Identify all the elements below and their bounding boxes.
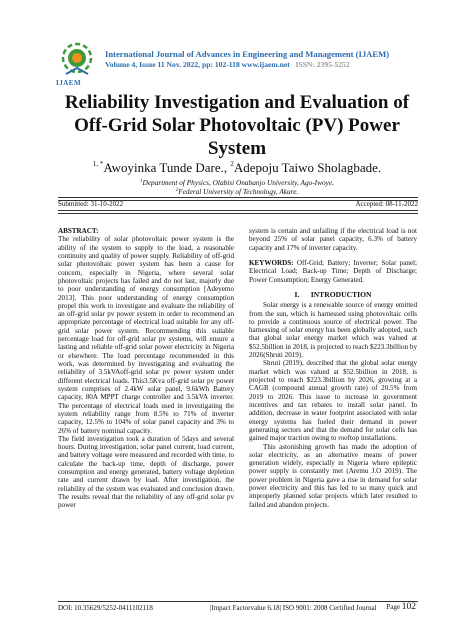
abstract-continued: system is certain and unfailing if the electrical load is not beyond 25% of solar panel capacity, 6.3% of battery capacity and 17% of inverter capacity. [249, 227, 417, 252]
affiliation-2 [40, 187, 434, 196]
paper-title-line-2: Off-Grid Solar Photovoltaic (PV) Power [74, 115, 400, 136]
paper-title-line-3: System [207, 138, 267, 159]
keywords-block [249, 259, 417, 284]
affil1-mark: 1 [140, 179, 143, 184]
footer-page [386, 602, 416, 612]
affil1-text: Department of Physics, Olabisi Onabanjo University, Ago-Iwoye. [142, 178, 334, 187]
paper-title-line-1: Reliability Investigation and Evaluation of [64, 92, 410, 113]
affil2-mark: 2 [175, 188, 179, 193]
introduction-heading: I. INTRODUCTION [294, 289, 372, 299]
issn: ISSN: 2395-5252 [295, 60, 350, 69]
author2-name: Adepoju Taiwo Sholagbade. [233, 160, 382, 175]
submitted-date: Submitted: 31-10-2022 [58, 200, 124, 208]
divider-bottom [58, 210, 418, 214]
affil2-text: Federal University of Technology, Akure. [178, 187, 299, 196]
intro-paragraph-1: Solar energy is a renewable source of energy emitted from the sun, which is harnessed using photovoltaic cells to provide a continuous source of electrical power. The harnessing of solar energy has been globally adopted, such that global solar energy market which was valued at $52.5billion in 2018, is projected to reach $223.3billion by 2026(Shruti 2019). [249, 301, 417, 360]
author1-name: Awoyinka Tunde Dare., [103, 160, 228, 175]
author1-mark: 1, * [92, 160, 104, 168]
keywords-label: KEYWORDS: [249, 258, 294, 267]
journal-volume-line [105, 60, 350, 69]
journal-title: International Journal of Advances in Engineering and Management (IJAEM) [105, 49, 390, 59]
footer-impact: |Impact Factorvalue 6.18| ISO 9001: 2008 Certified Journal [210, 604, 377, 612]
intro-paragraph-2: Shruti (2019), described that the global solar energy market which was valued at $52.5billion in 2018, is projected to reach $223.3billion by 2026, growing at a CAGR (compound annual growth rate) of 20.5% from 2019 to 2026. This issue to increase in government incentives and tax rebates to install solar panel. In addition, decrease in water footprint associated with solar energy systems has fueled their demand in power generating sectors and that the demand for solar cells has gained major traction owing to rooftop installations. [249, 359, 417, 443]
logo-text: IJAEM [56, 79, 82, 87]
page-label: Page [386, 603, 400, 611]
right-column [249, 227, 417, 509]
left-column [58, 227, 234, 510]
footer-rule [58, 601, 418, 602]
abstract-paragraph: The reliability of solar photovoltaic power system is the ability of the system to supply to the load, a reasonable continuity and quality of power supply. Reliability of off-grid solar photovoltaic power system has been a cause for concern, especially in Nigeria, where several solar photovoltaic projects has failed and do not last, majorly due to poor understanding of energy consumption [Adeyemo 2013]. This poor understanding of energy consumption propel this work to investigate and evaluate the reliability of an off-grid solar pv power system in order to recommend an appropriate percentage of electrical load suitable for any off-grid solar power system. Recommending this suitable percentage load for off-grid solar pv systems, will ensure a lasting and reliable off-grid solar power electricity in Nigeria or elsewhere. The load percentage recommended in this work, was determined by investigating and evaluating the reliability of 3.5kVAoff-grid solar pv power system under different electrical loads. This3.5Kva off-grid solar pv power system comprises of 2.4kW solar panel, 9.6kWh Battery capacity, 80A MPPT charge controller and 3.5kVA inverter. The percentage of electrical loads used in investigating the system reliability range from 8.5% to 71% of inverter capacity, 12.5% to 104% of solar panel capacity and 3% to 26% of battery nominal capacity. [58, 235, 234, 435]
author2-mark: 2 [230, 160, 234, 168]
page-number: 102 [401, 602, 416, 612]
abstract-paragraph-2: The field investigation took a duration of 5days and several hours. During investigation, solar panel current, load current, and battery voltage were measured and recorded with time, to calculate the back-up time, depth of discharge, power consumption and energy generated, battery voltage depletion rate and current drawn by load. After investigation, the reliability of the system was evaluated and conclusion drawn. The results reveal that the reliability of any off-grid solar pv power [58, 434, 234, 510]
footer-doi: DOI: 10.35629/5252-0411102118 [58, 604, 153, 612]
intro-paragraph-3: This astonishing growth has made the adoption of solar electricity, as an alternative means of power generation widely, especially in Nigeria where epileptic power supply is constantly met (Aremu J.O 2019). The power problem in Nigeria gave a rise in demand for solar power electricity and this has led to so many quick and improperly planned solar projects which later resulted to failed and abandon projects. [249, 442, 417, 509]
author-line [40, 160, 434, 176]
volume-pages-url: Volume 4, Issue 11 Nov. 2022, pp: 102-118 www.ijaem.net [105, 60, 290, 69]
journal-logo-icon [58, 40, 96, 82]
accepted-date: Accepted: 08-11-2022 [355, 200, 418, 208]
abstract-heading: ABSTRACT: [58, 227, 99, 235]
keywords-text: Off-Grid; Battery; Inverter; Solar panel; Electrical Load; Back-up Time; Depth of Discharge; Power Consumption; Energy Generated. [249, 258, 417, 284]
affiliation-1 [40, 178, 434, 187]
